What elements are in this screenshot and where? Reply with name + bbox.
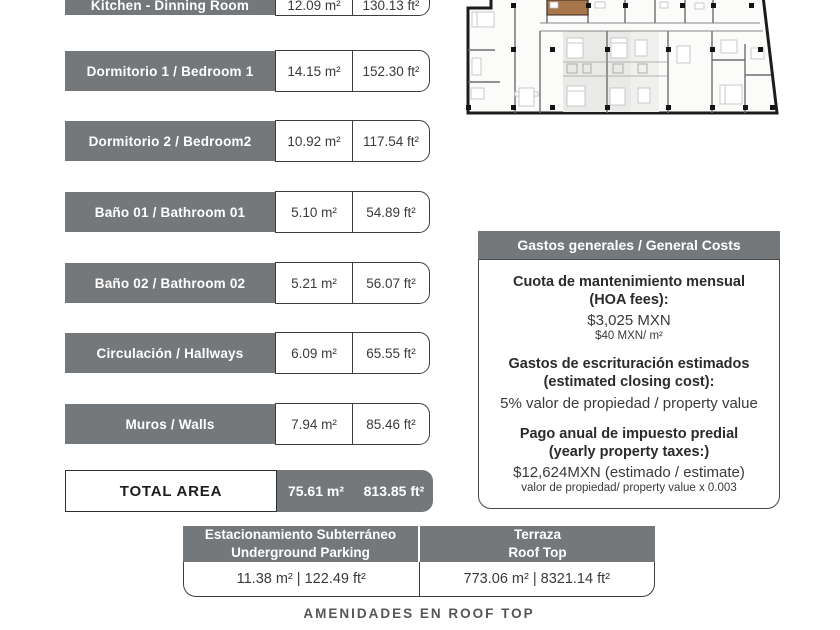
- cost-note: $40 MXN/ m²: [595, 330, 663, 343]
- area-ft2: 152.30 ft²: [362, 63, 420, 79]
- cost-note: valor de propiedad/ property value x 0.003: [521, 481, 737, 494]
- general-costs-title: Gastos generales / General Costs: [478, 231, 780, 259]
- parking-area-value: 11.38 m² | 122.49 ft²: [184, 562, 420, 596]
- cost-heading: (HOA fees):: [589, 292, 669, 309]
- cost-heading: (yearly property taxes:): [548, 443, 710, 460]
- area-m2: 6.09 m²: [276, 333, 353, 373]
- parking-header: [183, 526, 418, 562]
- area-row-bedroom-2: [65, 121, 430, 161]
- total-ft2: 813.85 ft²: [363, 483, 425, 499]
- cost-heading: Gastos de escrituración estimados: [508, 356, 750, 373]
- area-row-hallways: [65, 333, 430, 373]
- parking-header-line1: Estacionamiento Subterráneo: [204, 527, 397, 543]
- room-label: Muros / Walls: [65, 404, 275, 444]
- rooftop-header-line2: Roof Top: [508, 545, 567, 560]
- room-label: Baño 02 / Bathroom 02: [65, 263, 275, 303]
- room-label: Circulación / Hallways: [65, 333, 275, 373]
- total-m2: 75.61 m²: [287, 483, 345, 499]
- general-costs-panel: [478, 231, 780, 509]
- cost-value: $12,624MXN (estimado / estimate): [513, 463, 745, 481]
- area-ft2: 56.07 ft²: [366, 275, 416, 291]
- extras-table: [183, 526, 655, 597]
- cost-value: 5% valor de propiedad / property value: [500, 394, 758, 412]
- cost-section-property-tax: [487, 425, 771, 494]
- area-m2: 7.94 m²: [276, 404, 353, 444]
- cost-section-closing: [487, 355, 771, 411]
- rooftop-area-value: 773.06 m² | 8321.14 ft²: [463, 571, 610, 587]
- area-ft2: 65.55 ft²: [366, 345, 416, 361]
- cost-heading: (estimated closing cost):: [543, 374, 715, 391]
- area-m2: 12.09 m²: [276, 0, 353, 15]
- area-ft2: 85.46 ft²: [366, 416, 416, 432]
- area-ft2: 117.54 ft²: [362, 133, 420, 149]
- rooftop-header-line1: Terraza: [513, 527, 562, 543]
- area-row-bedroom-1: [65, 51, 430, 91]
- total-area-row: [65, 470, 433, 512]
- area-m2: 5.10 m²: [276, 192, 353, 232]
- total-area-label: TOTAL AREA: [65, 470, 277, 512]
- area-ft2: 54.89 ft²: [366, 204, 416, 220]
- area-row-bathroom-1: [65, 192, 430, 232]
- area-row-kitchen: [65, 0, 430, 15]
- cost-section-hoa: [487, 273, 771, 342]
- floor-plan: [455, 0, 805, 120]
- area-m2: 14.15 m²: [276, 51, 353, 91]
- area-ft2: 130.13 ft²: [362, 0, 420, 13]
- area-row-walls: [65, 404, 430, 444]
- area-m2: 5.21 m²: [276, 263, 353, 303]
- general-costs-body: [478, 259, 780, 509]
- cost-heading: Cuota de mantenimiento mensual: [512, 274, 746, 290]
- rooftop-header: [420, 526, 655, 562]
- area-m2: 10.92 m²: [276, 121, 353, 161]
- amenities-footnote: AMENIDADES EN ROOF TOP: [303, 606, 535, 621]
- room-label: Baño 01 / Bathroom 01: [65, 192, 275, 232]
- room-label: Dormitorio 2 / Bedroom2: [65, 121, 275, 161]
- area-row-bathroom-2: [65, 263, 430, 303]
- cost-value: $3,025 MXN: [587, 312, 671, 330]
- parking-header-line2: Underground Parking: [231, 545, 370, 560]
- room-label: Dormitorio 1 / Bedroom 1: [65, 51, 275, 91]
- cost-heading: Pago anual de impuesto predial: [519, 425, 739, 442]
- room-label: Kitchen - Dinning Room: [65, 0, 275, 15]
